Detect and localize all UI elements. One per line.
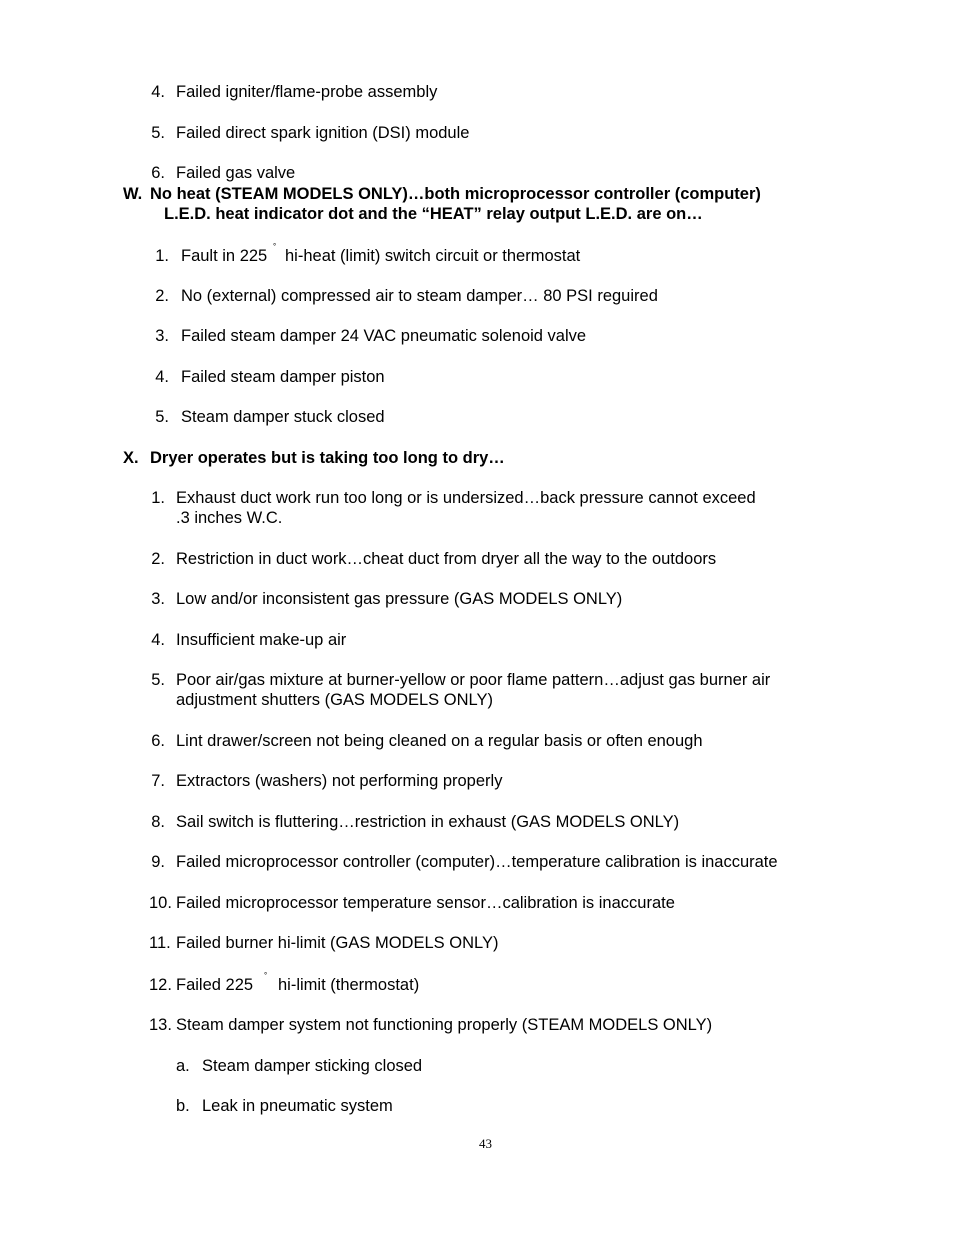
list-number: 7.: [151, 772, 165, 790]
list-item-text: Failed microprocessor temperature sensor…calibration is inaccurate: [176, 894, 675, 912]
degree-symbol: °: [264, 971, 268, 980]
list-item-text: Exhaust duct work run too long or is undersized…back pressure cannot exceed: [176, 489, 756, 507]
list-item-text: hi-limit (thermostat): [278, 976, 420, 994]
degree-symbol: °: [273, 242, 277, 251]
section-title-line-2: L.E.D. heat indicator dot and the “HEAT” relay output L.E.D. are on…: [164, 205, 703, 223]
list-item-text: Fault in 225: [181, 247, 268, 265]
list-number: 5.: [155, 408, 169, 426]
list-item-text: Restriction in duct work…cheat duct from dryer all the way to the outdoors: [176, 550, 717, 568]
section-title-line-1: No heat (STEAM MODELS ONLY)…both microprocessor controller (computer): [150, 185, 761, 203]
list-item-text: No (external) compressed air to steam damper… 80 PSI reguired: [181, 287, 658, 305]
list-item-text: Failed steam damper 24 VAC pneumatic solenoid valve: [181, 327, 587, 345]
list-number: 6.: [151, 732, 165, 750]
list-number: 6.: [151, 164, 165, 182]
list-number: 1.: [151, 489, 165, 507]
sub-list-letter: b.: [176, 1097, 190, 1115]
list-number: 4.: [155, 368, 169, 386]
list-item-text: Low and/or inconsistent gas pressure (GAS MODELS ONLY): [176, 590, 623, 608]
list-number: 11.: [149, 934, 171, 952]
section-title: Dryer operates but is taking too long to dry…: [150, 449, 505, 467]
list-item-text: Failed burner hi-limit (GAS MODELS ONLY): [176, 934, 499, 952]
list-item-text: hi-heat (limit) switch circuit or thermostat: [285, 247, 581, 265]
list-item-text: Failed gas valve: [176, 164, 296, 182]
list-item-text: Sail switch is fluttering…restriction in exhaust (GAS MODELS ONLY): [176, 813, 680, 831]
list-number: 8.: [151, 813, 165, 831]
list-number: 4.: [151, 83, 165, 101]
list-item-text: Extractors (washers) not performing properly: [176, 772, 503, 790]
list-number: 12.: [149, 976, 172, 994]
section-letter: X.: [123, 449, 139, 467]
sub-list-letter: a.: [176, 1057, 190, 1075]
list-item-text-continued: adjustment shutters (GAS MODELS ONLY): [176, 691, 493, 709]
list-number: 10.: [149, 894, 172, 912]
page-number: 43: [479, 1136, 492, 1151]
list-item-text: Steam damper stuck closed: [181, 408, 385, 426]
list-number: 5.: [151, 671, 165, 689]
list-number: 2.: [151, 550, 165, 568]
list-number: 9.: [151, 853, 165, 871]
list-number: 13.: [149, 1016, 172, 1034]
list-item-text: Failed direct spark ignition (DSI) module: [176, 124, 470, 142]
list-item-text: Poor air/gas mixture at burner-yellow or poor flame pattern…adjust gas burner air: [176, 671, 771, 689]
list-number: 3.: [151, 590, 165, 608]
list-number: 3.: [155, 327, 169, 345]
list-item-text-continued: .3 inches W.C.: [176, 509, 283, 527]
list-item-text: Lint drawer/screen not being cleaned on a regular basis or often enough: [176, 732, 703, 750]
list-item-text: Steam damper system not functioning properly (STEAM MODELS ONLY): [176, 1016, 713, 1034]
list-item-text: Insufficient make-up air: [176, 631, 347, 649]
section-letter: W.: [123, 185, 143, 203]
list-item-text: Failed igniter/flame-probe assembly: [176, 83, 438, 101]
list-number: 1.: [155, 247, 169, 265]
sub-list-text: Leak in pneumatic system: [202, 1097, 393, 1115]
list-number: 5.: [151, 124, 165, 142]
list-number: 4.: [151, 631, 165, 649]
list-item-text: Failed steam damper piston: [181, 368, 385, 386]
list-number: 2.: [155, 287, 169, 305]
list-item-text: Failed 225: [176, 976, 254, 994]
list-item-text: Failed microprocessor controller (computer)…temperature calibration is inaccurate: [176, 853, 778, 871]
sub-list-text: Steam damper sticking closed: [202, 1057, 423, 1075]
